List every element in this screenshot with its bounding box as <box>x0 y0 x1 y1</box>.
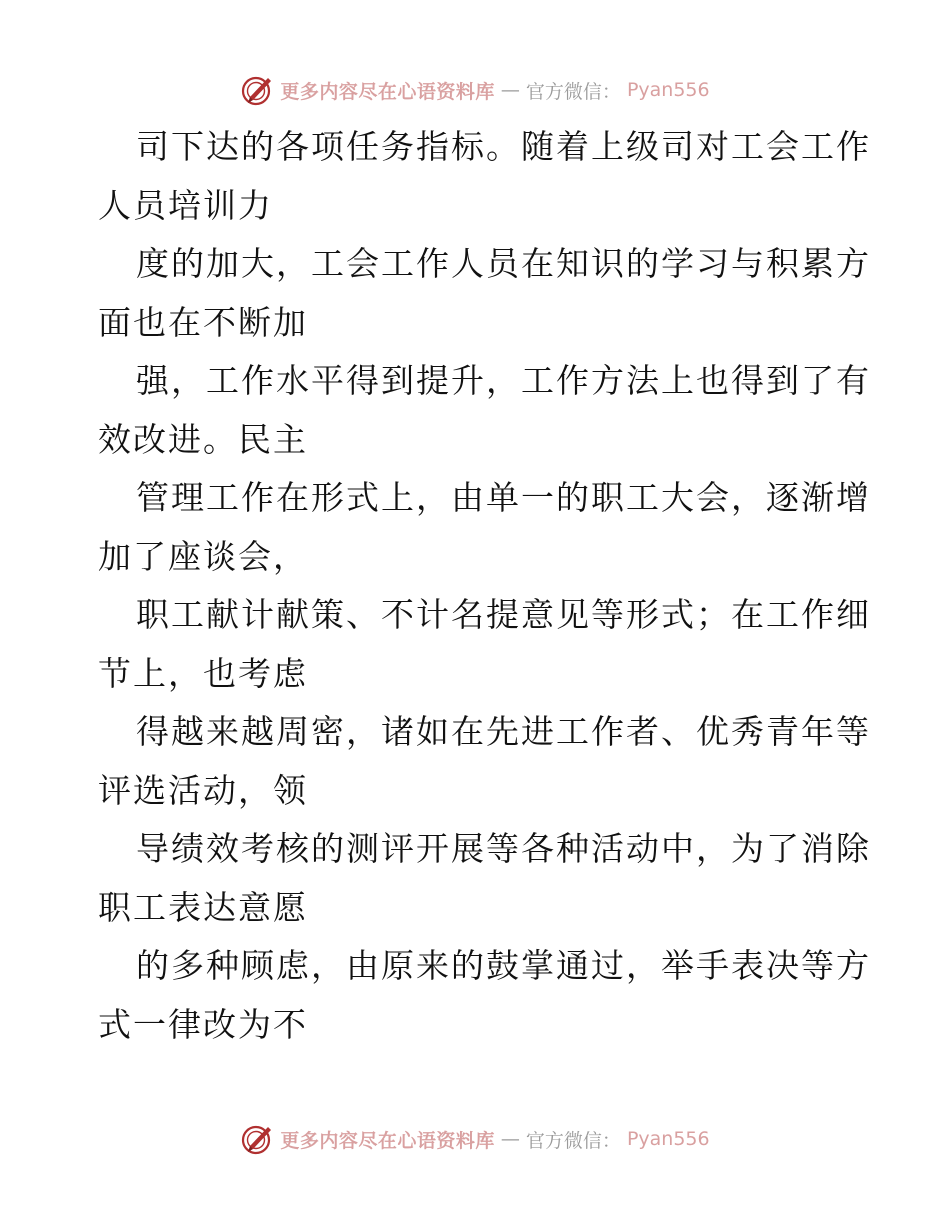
paragraph <box>98 586 871 703</box>
paragraph <box>98 352 871 469</box>
paragraph-continuation: 加了座谈会， <box>98 536 308 576</box>
paragraph-continuation: 效改进。民主 <box>98 419 308 459</box>
paragraph-continuation: 面也在不断加 <box>98 302 308 342</box>
paragraph <box>98 820 871 937</box>
paragraph-first-line: 得越来越周密，诸如在先进工作者、优秀青年等 <box>136 712 871 751</box>
paragraph-first-line: 职工献计献策、不计名提意见等形式；在工作细 <box>136 595 871 634</box>
watermark-contact-id: Pyan556 <box>626 79 710 101</box>
paragraph <box>98 937 871 1054</box>
pen-logo-icon <box>240 73 274 107</box>
header-watermark <box>0 68 950 112</box>
paragraph-first-line: 司下达的各项任务指标。随着上级司对工会工作 <box>136 127 871 166</box>
watermark-dash: — <box>500 1128 520 1150</box>
watermark-contact-id: Pyan556 <box>626 1128 710 1150</box>
pen-logo-icon <box>240 1122 274 1156</box>
paragraph-first-line: 的多种顾虑，由原来的鼓掌通过，举手表决等方 <box>136 946 871 985</box>
paragraph-first-line: 度的加大，工会工作人员在知识的学习与积累方 <box>136 244 871 283</box>
paragraph <box>98 703 871 820</box>
paragraph-first-line: 强，工作水平得到提升，工作方法上也得到了有 <box>136 361 871 400</box>
watermark-contact-label: 官方微信： <box>525 80 621 103</box>
watermark-contact-label: 官方微信： <box>525 1129 621 1152</box>
watermark-text: 更多内容尽在心语资料库 <box>280 1129 495 1152</box>
paragraph-continuation: 职工表达意愿 <box>98 887 308 927</box>
paragraph-first-line: 管理工作在形式上，由单一的职工大会，逐渐增 <box>136 478 871 517</box>
paragraph-continuation: 人员培训力 <box>98 185 273 225</box>
watermark-text: 更多内容尽在心语资料库 <box>280 80 495 103</box>
paragraph-continuation: 节上，也考虑 <box>98 653 308 693</box>
paragraph <box>98 469 871 586</box>
paragraph <box>98 235 871 352</box>
watermark-dash: — <box>500 79 520 101</box>
document-body <box>98 118 871 1054</box>
paragraph-continuation: 评选活动，领 <box>98 770 308 810</box>
paragraph-continuation: 式一律改为不 <box>98 1004 308 1044</box>
footer-watermark <box>0 1117 950 1161</box>
paragraph <box>98 118 871 235</box>
paragraph-first-line: 导绩效考核的测评开展等各种活动中，为了消除 <box>136 829 871 868</box>
